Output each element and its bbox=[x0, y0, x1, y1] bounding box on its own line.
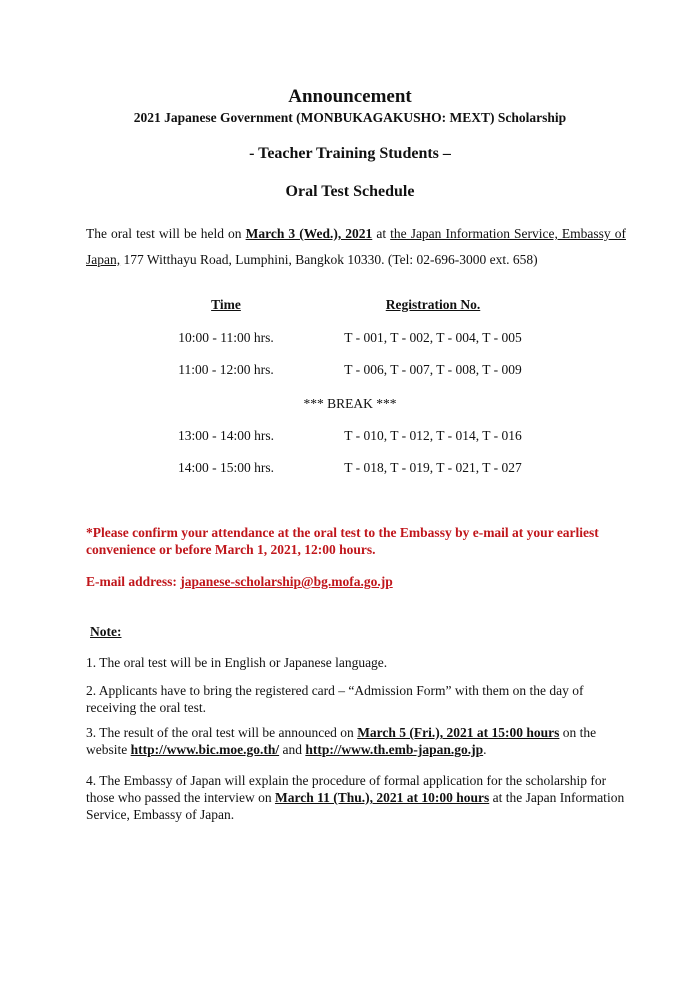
note-3-text-c: and bbox=[279, 742, 306, 757]
note-item-4 bbox=[86, 772, 626, 823]
note-3-text-d: . bbox=[483, 742, 487, 757]
website-link-embassy[interactable]: http://www.th.emb-japan.go.jp bbox=[305, 742, 484, 757]
program-heading: - Teacher Training Students – bbox=[249, 145, 451, 162]
page-title: Announcement bbox=[288, 86, 412, 107]
schedule-heading: Oral Test Schedule bbox=[285, 183, 415, 200]
venue-name: the Japan Information Service, Embassy of Japan, bbox=[86, 226, 626, 267]
table-row-time: 14:00 - 15:00 hrs. bbox=[178, 460, 274, 475]
table-row-reg: T - 006, T - 007, T - 008, T - 009 bbox=[344, 362, 522, 377]
table-row-reg: T - 010, T - 012, T - 014, T - 016 bbox=[344, 428, 522, 443]
note-item-1: 1. The oral test will be in English or Japanese language. bbox=[86, 655, 388, 670]
table-row-reg: T - 001, T - 002, T - 004, T - 005 bbox=[344, 330, 522, 345]
test-date: March 3 (Wed.), 2021 bbox=[245, 226, 373, 241]
table-row-time: 11:00 - 12:00 hrs. bbox=[178, 362, 274, 377]
note-3-text-b: on the website bbox=[86, 725, 597, 757]
note-heading: Note: bbox=[90, 624, 122, 639]
explanation-date: March 11 (Thu.), 2021 at 10:00 hours bbox=[274, 790, 490, 805]
note-4-text-a: 4. The Embassy of Japan will explain the procedure of formal application for the scholarship for those who passed the interview on bbox=[86, 773, 607, 805]
scholarship-subtitle: 2021 Japanese Government (MONBUKAGAKUSHO: MEXT) Scholarship bbox=[133, 110, 567, 125]
note-item-2: 2. Applicants have to bring the registered card – “Admission Form” with them on the day of receiving the oral test. bbox=[86, 683, 584, 715]
table-row-reg: T - 018, T - 019, T - 021, T - 027 bbox=[344, 460, 522, 475]
website-link-bic[interactable]: http://www.bic.moe.go.th/ bbox=[130, 742, 280, 757]
intro-text-2: at bbox=[372, 226, 391, 241]
note-4-text-b: at the Japan Information Service, Embassy of Japan. bbox=[86, 790, 625, 822]
registration-column-header: Registration No. bbox=[385, 297, 481, 312]
email-link[interactable]: japanese-scholarship@bg.mofa.go.jp bbox=[180, 574, 393, 589]
table-row-time: 13:00 - 14:00 hrs. bbox=[178, 428, 274, 443]
note-item-3 bbox=[86, 724, 626, 758]
email-line bbox=[86, 573, 626, 590]
email-label: E-mail address: bbox=[86, 574, 181, 589]
result-date: March 5 (Fri.), 2021 at 15:00 hours bbox=[357, 725, 560, 740]
confirm-notice: *Please confirm your attendance at the oral test to the Embassy by e-mail at your earliest convenience or before March 1, 2021, 12:00 hours. bbox=[86, 525, 599, 557]
time-column-header: Time bbox=[211, 297, 241, 312]
intro-paragraph bbox=[86, 221, 626, 273]
break-label: *** BREAK *** bbox=[303, 396, 397, 411]
table-row-time: 10:00 - 11:00 hrs. bbox=[178, 330, 274, 345]
intro-text-1: The oral test will be held on bbox=[86, 226, 246, 241]
note-3-text-a: 3. The result of the oral test will be announced on bbox=[86, 725, 358, 740]
intro-text-3: 177 Witthayu Road, Lumphini, Bangkok 10330. (Tel: 02-696-3000 ext. 658) bbox=[120, 252, 538, 267]
